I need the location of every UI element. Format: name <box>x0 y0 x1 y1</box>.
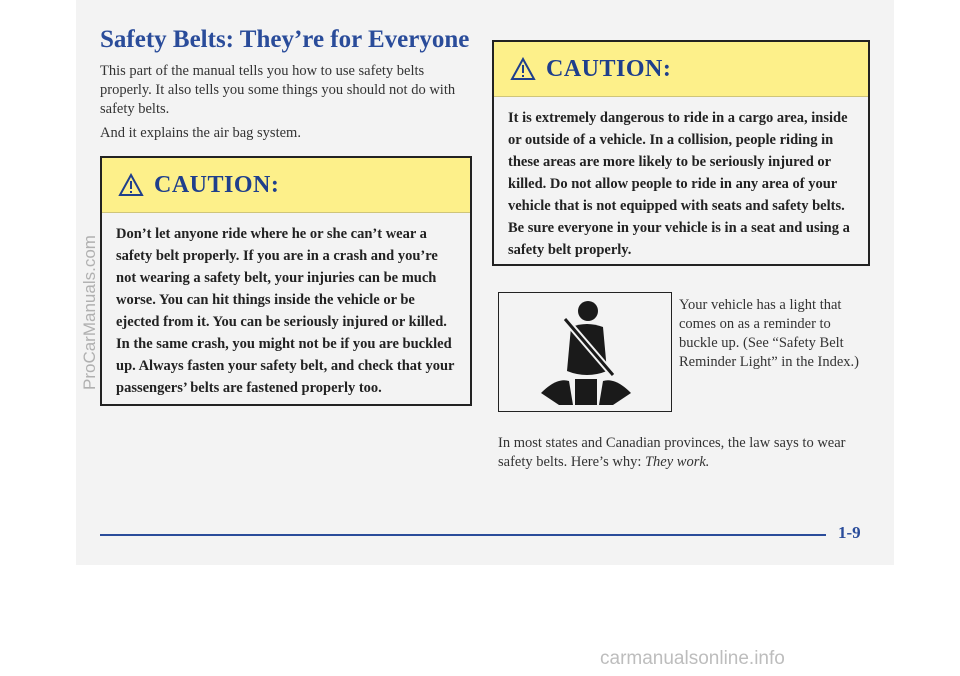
page-number: 1-9 <box>838 523 861 542</box>
caution-header <box>494 42 868 97</box>
caution-box-left <box>100 156 472 406</box>
intro-paragraph: This part of the manual tells you how to use safety belts properly. It also tells you some things you should not do with safety belts. <box>100 63 456 117</box>
law-text-emphasis: They work. <box>644 454 710 470</box>
page-title: Safety Belts: They’re for Everyone <box>100 26 470 53</box>
caution-text: Don’t let anyone ride where he or she can’t wear a safety belt properly. If you are in a crash and you’re not wearing a safety belt, your injuries can be much worse. You can hit things inside the vehicle or be ejected from it. You can be seriously injured or killed. In the same crash, you might not be if you are buckled up. Always fasten your safety belt, and check that your passengers’ belts are fastened properly too. <box>116 226 455 396</box>
intro-airbag-paragraph: And it explains the air bag system. <box>100 125 301 141</box>
law-paragraph <box>498 434 870 472</box>
warning-triangle-icon <box>510 57 536 81</box>
seat-belt-reminder-icon <box>498 292 672 412</box>
bottom-watermark: carmanualsonline.info <box>600 648 785 669</box>
law-text: In most states and Canadian provinces, the law says to wear safety belts. Here’s why: <box>498 435 846 470</box>
warning-triangle-icon <box>118 173 144 197</box>
caution-text: It is extremely dangerous to ride in a cargo area, inside or outside of a vehicle. In a collision, people riding in these areas are more likely to be seriously injured or killed. Do not allow people to ride in any area of your vehicle that is not equipped with seats and safety belts. Be sure everyone in your vehicle is in a seat and using a safety belt properly. <box>508 110 850 258</box>
caution-box-right <box>492 40 870 266</box>
footer-rule <box>100 534 826 536</box>
caution-label: CAUTION: <box>154 171 280 198</box>
caution-header <box>102 158 470 213</box>
belt-reminder-caption: Your vehicle has a light that comes on as a reminder to buckle up. (See “Safety Belt Reminder Light” in the Index.) <box>679 297 859 370</box>
caution-label: CAUTION: <box>546 55 672 82</box>
side-watermark: ProCarManuals.com <box>80 235 99 390</box>
